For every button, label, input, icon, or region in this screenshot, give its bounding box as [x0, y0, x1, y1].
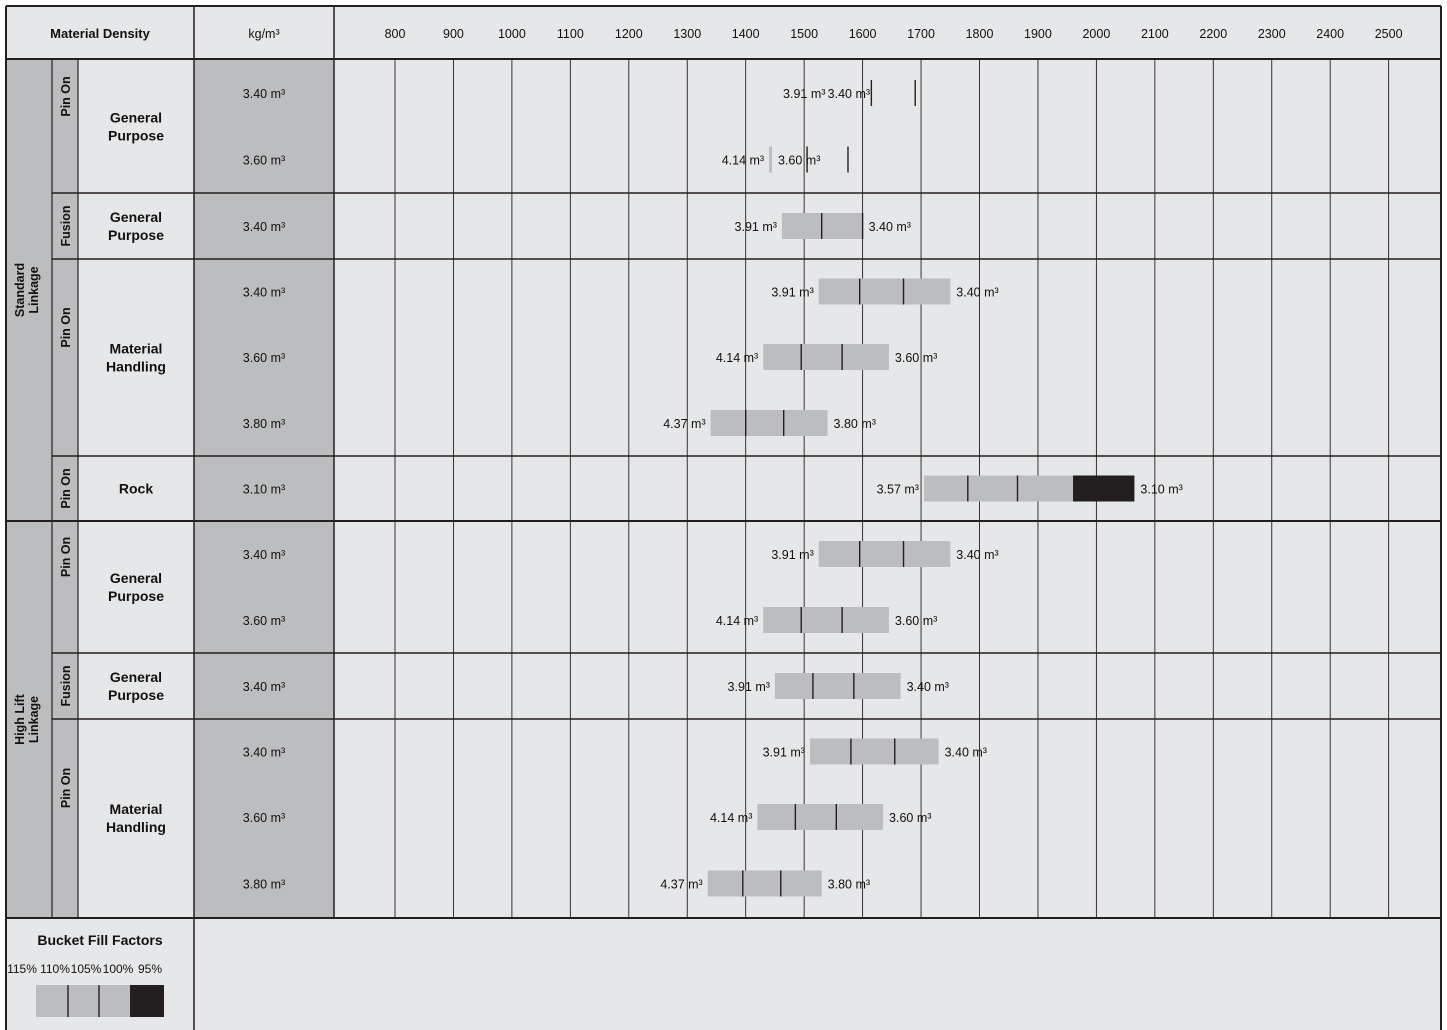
x-tick-1100: 1100 [556, 27, 584, 41]
mount-label: Pin On [59, 307, 73, 348]
x-tick-1200: 1200 [614, 27, 643, 41]
fill-label-right: 3.40 m³ [827, 87, 871, 101]
legend-label: 100% [102, 962, 134, 976]
x-tick-2200: 2200 [1199, 27, 1228, 41]
legend-label: 95% [137, 962, 163, 976]
fill-label-left: 3.91 m³ [734, 220, 777, 234]
x-tick-1800: 1800 [965, 27, 994, 41]
mount-label: Fusion [59, 205, 73, 247]
fill-bar [819, 541, 951, 567]
fill-label-left: 4.14 m³ [715, 614, 759, 628]
fill-bar [819, 279, 951, 305]
fill-label-right: 3.80 m³ [827, 877, 871, 892]
type-label: Handling [106, 358, 166, 375]
legend-title: Bucket Fill Factors [37, 932, 163, 948]
x-tick-1600: 1600 [848, 27, 877, 41]
bucket-size: 3.40 m³ [242, 285, 286, 300]
type-label: Purpose [107, 588, 165, 604]
fill-label-left: 4.14 m³ [721, 153, 765, 168]
x-tick-2300: 2300 [1257, 27, 1286, 41]
type-label: General [109, 570, 163, 586]
linkage-label: Linkage [27, 266, 41, 314]
type-label: Purpose [107, 687, 165, 703]
type-label: General [109, 109, 163, 126]
fill-label-left: 4.14 m³ [709, 811, 753, 825]
legend-label: 110% [40, 962, 70, 976]
fill-label-right: 3.40 m³ [906, 680, 949, 694]
x-tick-800: 800 [384, 27, 406, 41]
fill-label-right: 3.40 m³ [956, 285, 999, 300]
x-tick-1900: 1900 [1024, 27, 1052, 41]
x-tick-1500: 1500 [790, 27, 819, 41]
fill-bar [708, 871, 822, 897]
mount-label: Pin On [59, 536, 73, 578]
x-tick-1000: 1000 [497, 27, 526, 41]
bucket-size: 3.60 m³ [242, 153, 286, 168]
mount-label: Pin On [59, 76, 73, 117]
type-label: Handling [106, 819, 166, 835]
x-tick-900: 900 [443, 27, 464, 41]
mount-label: Pin On [59, 767, 73, 809]
fill-label-right: 3.60 m³ [894, 614, 938, 628]
fill-bar [763, 344, 889, 370]
type-label: Material [109, 340, 163, 357]
fill-bar [711, 410, 828, 436]
fill-bar [757, 804, 883, 830]
fill-label-left: 3.91 m³ [762, 745, 805, 760]
header-unit: kg/m³ [248, 27, 280, 41]
bucket-size: 3.40 m³ [242, 87, 286, 101]
legend-label: 105% [70, 962, 102, 976]
fill-label-left: 4.14 m³ [715, 351, 759, 365]
fill-label-right: 3.80 m³ [833, 417, 876, 431]
x-tick-2500: 2500 [1374, 27, 1403, 41]
x-tick-2100: 2100 [1140, 27, 1169, 41]
bucket-size: 3.40 m³ [242, 745, 286, 760]
fill-label-right: 3.60 m³ [778, 153, 821, 168]
bucket-size: 3.40 m³ [242, 220, 286, 234]
mount-label: Pin On [59, 468, 73, 509]
fill-label-left: 4.37 m³ [663, 417, 706, 431]
fill-label-right: 3.60 m³ [894, 351, 938, 365]
x-tick-2400: 2400 [1316, 27, 1345, 41]
x-tick-1300: 1300 [673, 27, 702, 41]
fill-label-left: 3.57 m³ [876, 482, 919, 497]
bucket-size: 3.80 m³ [242, 417, 286, 431]
fill-bar [763, 607, 889, 633]
fill-bar-95 [1073, 476, 1134, 502]
header-title: Material Density [50, 26, 150, 41]
fill-label-right: 3.40 m³ [956, 548, 999, 562]
bucket-size: 3.80 m³ [242, 877, 286, 892]
fill-bar [775, 673, 901, 699]
legend-label: 115% [7, 962, 37, 976]
type-label: Purpose [107, 227, 165, 243]
type-label: Purpose [107, 127, 165, 144]
type-label: General [109, 209, 163, 225]
linkage-label: High Lift [13, 694, 27, 745]
legend-band [6, 918, 1441, 1030]
fill-label-right: 3.40 m³ [868, 220, 911, 234]
fill-bar [924, 476, 1073, 502]
legend-swatch [36, 985, 130, 1017]
bucket-size: 3.60 m³ [242, 351, 286, 365]
fill-bar [769, 147, 772, 173]
type-label: Material [109, 801, 163, 817]
fill-label-left: 3.91 m³ [771, 548, 814, 562]
mount-label: Fusion [59, 665, 73, 707]
bucket-size: 3.40 m³ [242, 548, 286, 562]
bucket-size: 3.10 m³ [242, 482, 286, 497]
x-tick-2000: 2000 [1082, 27, 1111, 41]
type-label: Rock [118, 480, 154, 497]
x-tick-1400: 1400 [731, 27, 760, 41]
linkage-label: Linkage [27, 695, 41, 744]
legend-swatch-95 [130, 985, 164, 1017]
linkage-label: Standard [13, 262, 27, 318]
bucket-size: 3.60 m³ [242, 811, 286, 825]
type-label: General [109, 669, 163, 685]
fill-label-left: 3.91 m³ [727, 680, 770, 694]
x-tick-1700: 1700 [907, 27, 935, 41]
fill-bar [810, 739, 939, 765]
fill-label-left: 3.91 m³ [771, 285, 814, 300]
bucket-size: 3.40 m³ [242, 680, 286, 694]
fill-label-right: 3.10 m³ [1140, 482, 1183, 497]
fill-label-right: 3.40 m³ [944, 745, 987, 760]
fill-label-right: 3.60 m³ [889, 811, 932, 825]
fill-label-left: 4.37 m³ [660, 877, 703, 892]
fill-label-left: 3.91 m³ [783, 87, 826, 101]
bucket-size: 3.60 m³ [242, 614, 286, 628]
